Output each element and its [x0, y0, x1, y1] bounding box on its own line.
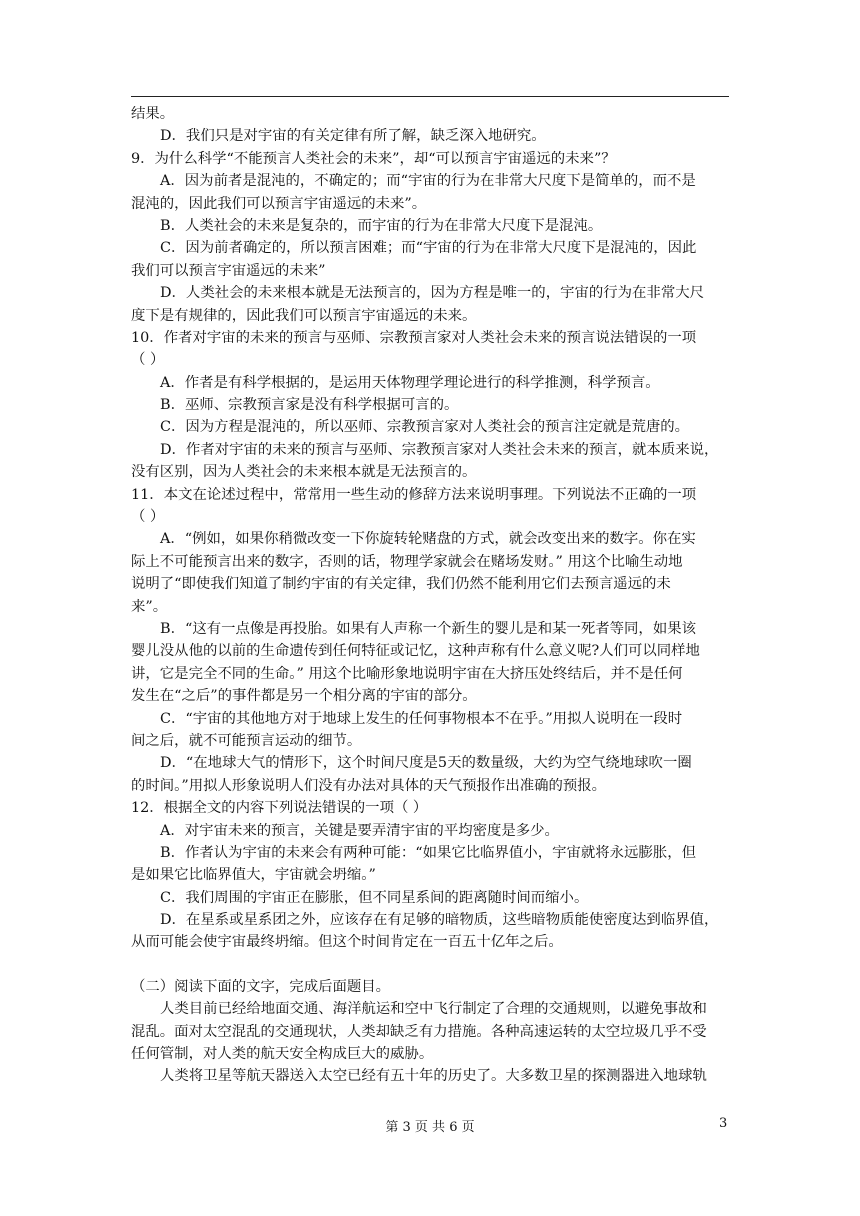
text-line: 度下是有规律的，因此我们可以预言宇宙遥远的未来。 [131, 307, 477, 324]
text-line: D．人类社会的未来根本就是无法预言的，因为方程是唯一的，宇宙的行为在非常大尺 [160, 285, 704, 302]
text-line: 际上不可能预言出来的数字，否则的话，物理学家就会在赌场发财。” 用这个比喻生动地 [131, 553, 683, 570]
text-line: 说明了“即使我们知道了制约宇宙的有关定律，我们仍然不能利用它们去预言遥远的未 [131, 576, 671, 593]
text-line: B．作者认为宇宙的未来会有两种可能：“如果它比临界值小，宇宙就将永远膨胀，但 [160, 844, 696, 861]
text-line: 混乱。面对太空混乱的交通现状，人类却缺乏有力措施。各种高速运转的太空垃圾几乎不受 [131, 1023, 707, 1040]
text-line: B．巫师、宗教预言家是没有科学根据可言的。 [160, 397, 459, 414]
text-line: B．“这有一点像是再投胎。如果有人声称一个新生的婴儿是和某一死者等同，如果该 [160, 620, 696, 637]
text-line: （ ） [131, 352, 165, 369]
text-line: A．作者是有科学根据的，是运用天体物理学理论进行的科学推测，科学预言。 [160, 374, 660, 391]
text-line: D．“在地球大气的情形下，这个时间尺度是5天的数量级，大约为空气绕地球吹一圈 [160, 755, 692, 772]
text-line: 间之后，就不可能预言运动的细节。 [131, 732, 362, 749]
text-line: D．我们只是对宇宙的有关定律有所了解，缺乏深入地研究。 [160, 128, 546, 145]
text-line: 的时间。”用拟人形象说明人们没有办法对具体的天气预报作出准确的预报。 [131, 777, 607, 794]
text-line: A．“例如，如果你稍微改变一下你旋转轮赌盘的方式，就会改变出来的数字。你在实 [160, 531, 696, 548]
text-line: C．“宇宙的其他地方对于地球上发生的任何事物根本不在乎。”用拟人说明在一段时 [160, 710, 683, 727]
text-line: 我们可以预言宇宙遥远的未来” [131, 262, 326, 279]
page-number: 3 [719, 1116, 728, 1131]
text-line: D．作者对宇宙的未来的预言与巫师、宗教预言家对人类社会未来的预言，就本质来说， [160, 441, 719, 458]
text-line: （ ） [131, 509, 165, 526]
text-line: 9．为什么科学“不能预言人类社会的未来”，却“可以预言宇宙遥远的未来”？ [131, 150, 616, 167]
text-line: B．人类社会的未来是复杂的，而宇宙的行为在非常大尺度下是混沌。 [160, 217, 603, 234]
text-line: 没有区别，因为人类社会的未来根本就是无法预言的。 [131, 464, 477, 481]
text-line: （二）阅读下面的文字，完成后面题目。 [131, 978, 391, 995]
text-line: 10．作者对宇宙的未来的预言与巫师、宗教预言家对人类社会未来的预言说法错误的一项 [131, 329, 697, 346]
text-line: 11．本文在论述过程中，常常用一些生动的修辞方法来说明事理。下列说法不正确的一项 [131, 486, 697, 503]
blank-line [131, 954, 731, 976]
text-line: C．因为前者确定的，所以预言困难；而“宇宙的行为在非常大尺度下是混沌的，因此 [160, 240, 697, 257]
text-line: A．对宇宙未来的预言，关键是要弄清宇宙的平均密度是多少。 [160, 822, 559, 839]
page-label: 第 3 页 共 6 页 [385, 1120, 475, 1135]
text-line: 从而可能会使宇宙最终坍缩。但这个时间肯定在一百五十亿年之后。 [131, 934, 563, 951]
text-line: 是如果它比临界值大，宇宙就会坍缩。” [131, 867, 376, 884]
document-body [131, 103, 731, 1088]
text-line: 来”。 [131, 598, 168, 615]
text-line: 结果。 [131, 106, 175, 122]
text-line: 讲，它是完全不同的生命。” 用这个比喻形象地说明宇宙在大挤压处终结后，并不是任何 [131, 665, 683, 682]
text-line: 12．根据全文的内容下列说法错误的一项（ ） [131, 800, 428, 817]
text-line: 婴儿没从他的以前的生命遗传到任何特征或记忆，这种声称有什么意义呢?人们可以同样地 [131, 643, 700, 660]
text-line: 发生在“之后”的事件都是另一个相分离的宇宙的部分。 [131, 688, 477, 705]
text-line: A．因为前者是混沌的，不确定的；而“宇宙的行为在非常大尺度下是简单的，而不是 [160, 173, 696, 190]
text-line: C．因为方程是混沌的，所以巫师、宗教预言家对人类社会的预言注定就是荒唐的。 [160, 419, 690, 436]
header-rule [131, 96, 729, 97]
text-line: C．我们周围的宇宙正在膨胀，但不同星系间的距离随时间而缩小。 [160, 889, 589, 906]
text-line: 任何管制，对人类的航天安全构成巨大的威胁。 [131, 1046, 434, 1063]
text-line: 人类目前已经给地面交通、海洋航运和空中飞行制定了合理的交通规则，以避免事故和 [160, 1001, 707, 1018]
text-line: 人类将卫星等航天器送入太空已经有五十年的历史了。大多数卫星的探测器进入地球轨 [160, 1068, 707, 1085]
text-line: 混沌的，因此我们可以预言宇宙遥远的未来”。 [131, 195, 427, 212]
text-line: D．在星系或星系团之外，应该存在有足够的暗物质，这些暗物质能使密度达到临界值， [160, 912, 719, 929]
